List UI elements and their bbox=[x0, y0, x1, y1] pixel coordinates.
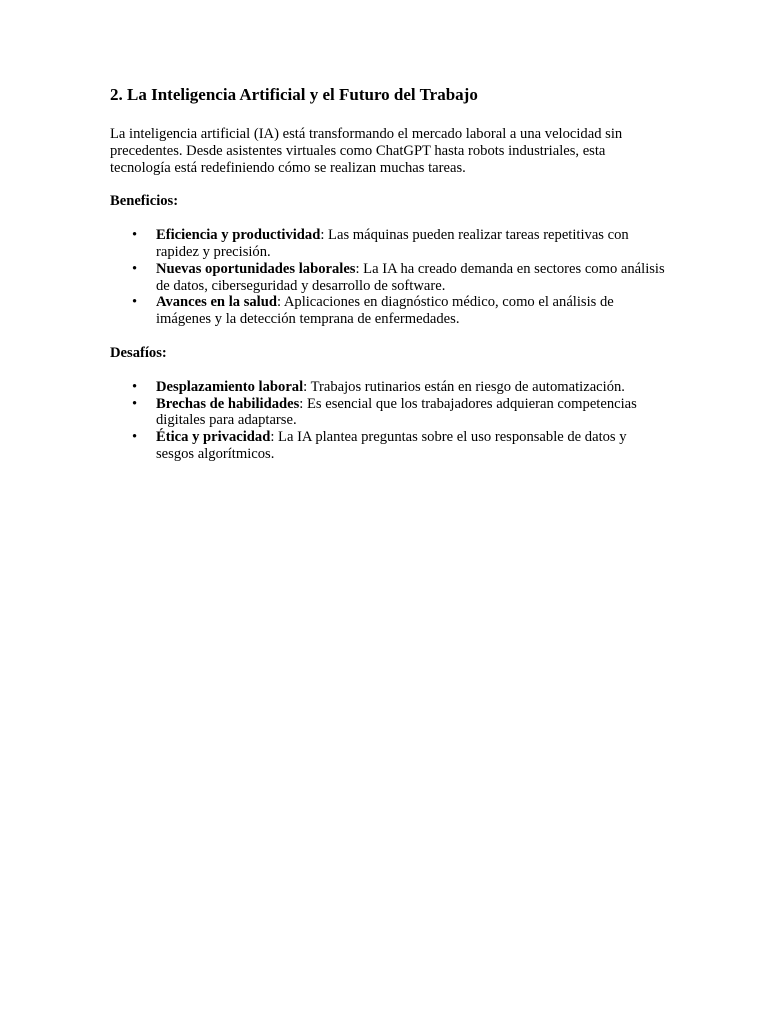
section-title: 2. La Inteligencia Artificial y el Futuro del Trabajo bbox=[110, 85, 478, 104]
intro-paragraph: La inteligencia artificial (IA) está transformando el mercado laboral a una velocidad sin precedentes. Desde asistentes virtuales como ChatGPT hasta robots industriales, esta tecnología está redefiniendo cómo se realizan muchas tareas. bbox=[110, 126, 623, 176]
item-text: : Es esencial que los trabajadores adquieran competencias digitales para adaptarse. bbox=[156, 395, 637, 429]
bullet-icon: • bbox=[132, 378, 138, 395]
item-term: Desplazamiento laboral bbox=[156, 378, 304, 395]
challenges-list bbox=[110, 379, 665, 463]
bullet-icon: • bbox=[132, 429, 138, 446]
item-term: Eficiencia y productividad bbox=[156, 227, 321, 244]
item-term: Brechas de habilidades bbox=[156, 395, 300, 412]
list-item bbox=[110, 227, 665, 261]
bullet-icon: • bbox=[132, 260, 138, 277]
item-term: Ética y privacidad bbox=[156, 429, 271, 446]
item-text: : La IA plantea preguntas sobre el uso responsable de datos y sesgos algorítmicos. bbox=[156, 429, 627, 462]
item-text: : Las máquinas pueden realizar tareas repetitivas con rapidez y precisión. bbox=[156, 227, 629, 260]
bullet-icon: • bbox=[132, 395, 138, 412]
list-item bbox=[110, 261, 665, 295]
document-page bbox=[110, 84, 665, 480]
list-item bbox=[110, 396, 665, 430]
item-term: Avances en la salud bbox=[156, 294, 277, 311]
benefits-heading: Beneficios: bbox=[110, 193, 179, 210]
list-item bbox=[110, 294, 665, 328]
bullet-icon: • bbox=[132, 227, 138, 244]
item-term: Nuevas oportunidades laborales bbox=[156, 260, 356, 277]
bullet-icon: • bbox=[132, 294, 138, 311]
list-item bbox=[110, 429, 665, 463]
list-item bbox=[110, 379, 665, 396]
item-text: : La IA ha creado demanda en sectores como análisis de datos, ciberseguridad y desarrollo de software. bbox=[156, 260, 665, 294]
benefits-list bbox=[110, 227, 665, 328]
item-text: : Trabajos rutinarios están en riesgo de automatización. bbox=[303, 378, 625, 395]
item-text: : Aplicaciones en diagnóstico médico, como el análisis de imágenes y la detección temprana de enfermedades. bbox=[156, 294, 614, 328]
challenges-heading: Desafíos: bbox=[110, 344, 167, 361]
